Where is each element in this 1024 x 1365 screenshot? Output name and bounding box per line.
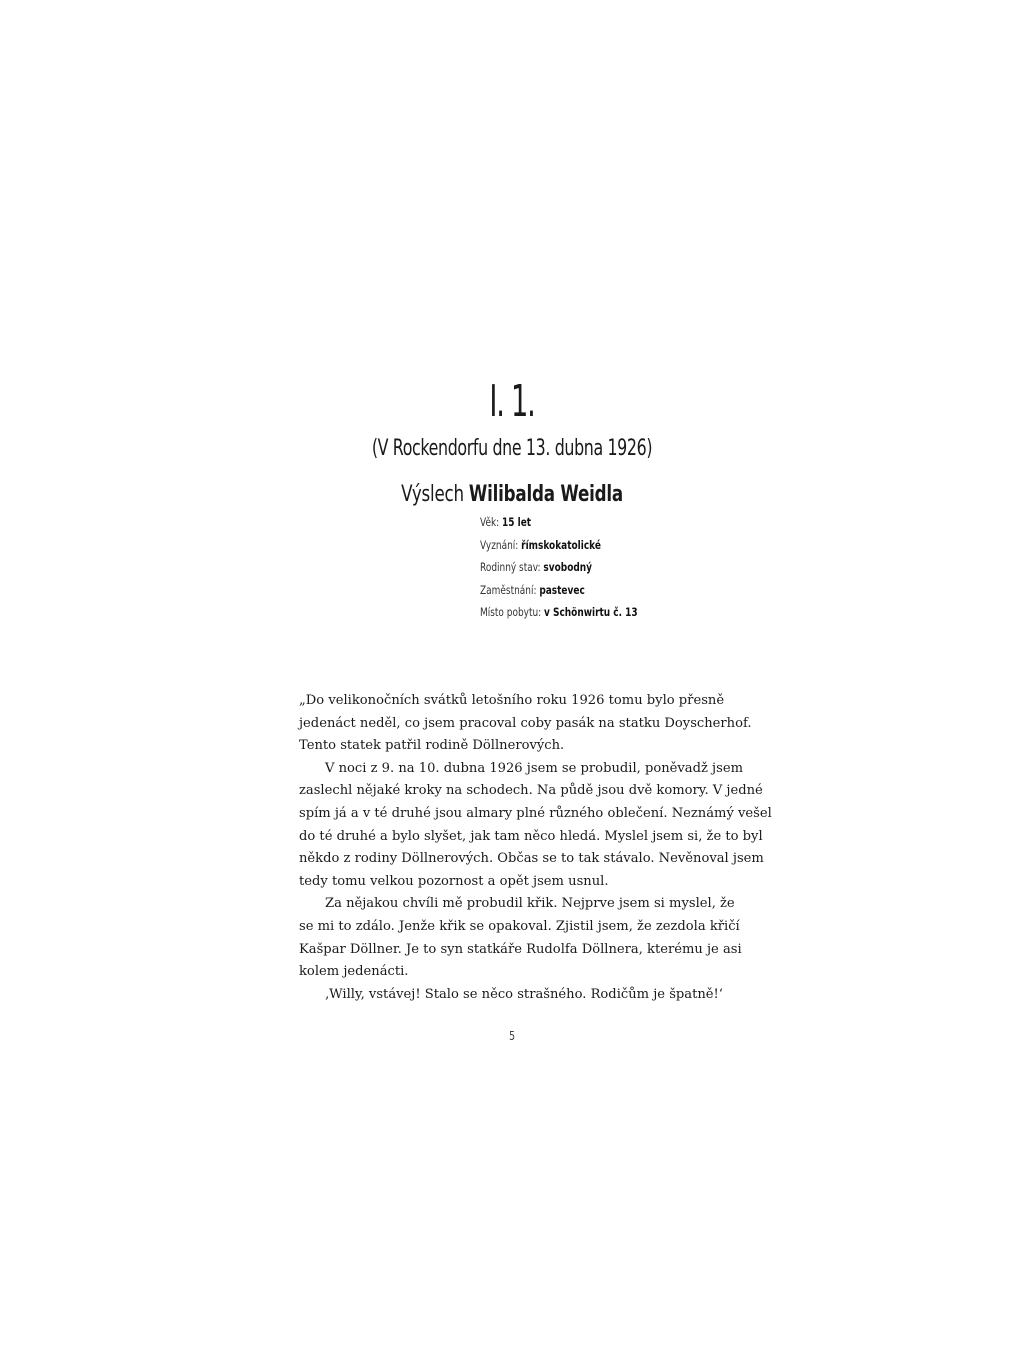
text-line: Kašpar Döllner. Je to syn statkáře Rudolfa Döllnera, kterému je asi <box>299 941 742 957</box>
info-row-occupation <box>480 579 714 602</box>
page-number: 5 <box>508 1029 516 1043</box>
info-value: římskokatolické <box>521 537 601 552</box>
body-text <box>299 690 772 1006</box>
place-date-subtitle: (V Rockendorfu dne 13. dubna 1926) <box>371 436 653 461</box>
text-line: jedenáct neděl, co jsem pracoval coby pasák na statku Doyscherhof. <box>299 715 752 731</box>
info-row-residence <box>480 601 714 624</box>
interrogation-heading <box>123 480 901 510</box>
info-row-marital-status <box>480 556 714 579</box>
chapter-number: I. 1. <box>489 376 535 427</box>
info-value: 15 let <box>502 515 532 529</box>
info-label: Zaměstnání: <box>480 582 540 597</box>
info-value: svobodný <box>543 560 593 574</box>
text-line-paragraph-start: ‚Willy, vstávej! Stalo se něco strašného. Rodičům je špatně!‘ <box>325 986 723 1002</box>
info-label: Místo pobytu: <box>480 605 545 619</box>
text-line: kolem jedenácti. <box>299 964 409 980</box>
text-line: se mi to zdálo. Jenže křik se opakoval. Zjistil jsem, že zezdola křičí <box>299 918 740 934</box>
text-line-paragraph-start: V noci z 9. na 10. dubna 1926 jsem se probudil, poněvadž jsem <box>325 760 743 776</box>
personal-info-list <box>480 511 714 624</box>
info-label: Rodinný stav: <box>480 560 544 574</box>
info-label: Vyznání: <box>480 537 522 552</box>
text-line: zaslechl nějaké kroky na schodech. Na půdě jsou dvě komory. V jedné <box>299 783 763 799</box>
info-row-religion <box>480 534 714 557</box>
text-line: „Do velikonočních svátků letošního roku 1926 tomu bylo přesně <box>299 693 725 708</box>
info-row-age <box>480 511 714 534</box>
info-value: pastevec <box>539 582 585 597</box>
info-value: v Schönwirtu č. 13 <box>544 605 638 619</box>
interrogation-prefix: Výslech <box>401 482 469 507</box>
text-line: tedy tomu velkou pozornost a opět jsem usnul. <box>299 873 609 889</box>
text-line: Tento statek patřil rodině Döllnerových. <box>299 738 565 754</box>
text-line: do té druhé a bylo slyšet, jak tam něco hledá. Myslel jsem si, že to byl <box>299 828 763 844</box>
witness-name: Wilibalda Weidla <box>468 482 623 507</box>
text-line-paragraph-start: Za nějakou chvíli mě probudil křik. Nejprve jsem si myslel, že <box>325 896 735 912</box>
text-line: spím já a v té druhé jsou almary plné různého oblečení. Neznámý vešel <box>299 805 772 821</box>
info-label: Věk: <box>480 515 503 529</box>
text-line: někdo z rodiny Döllnerových. Občas se to tak stávalo. Nevěnoval jsem <box>299 851 764 867</box>
